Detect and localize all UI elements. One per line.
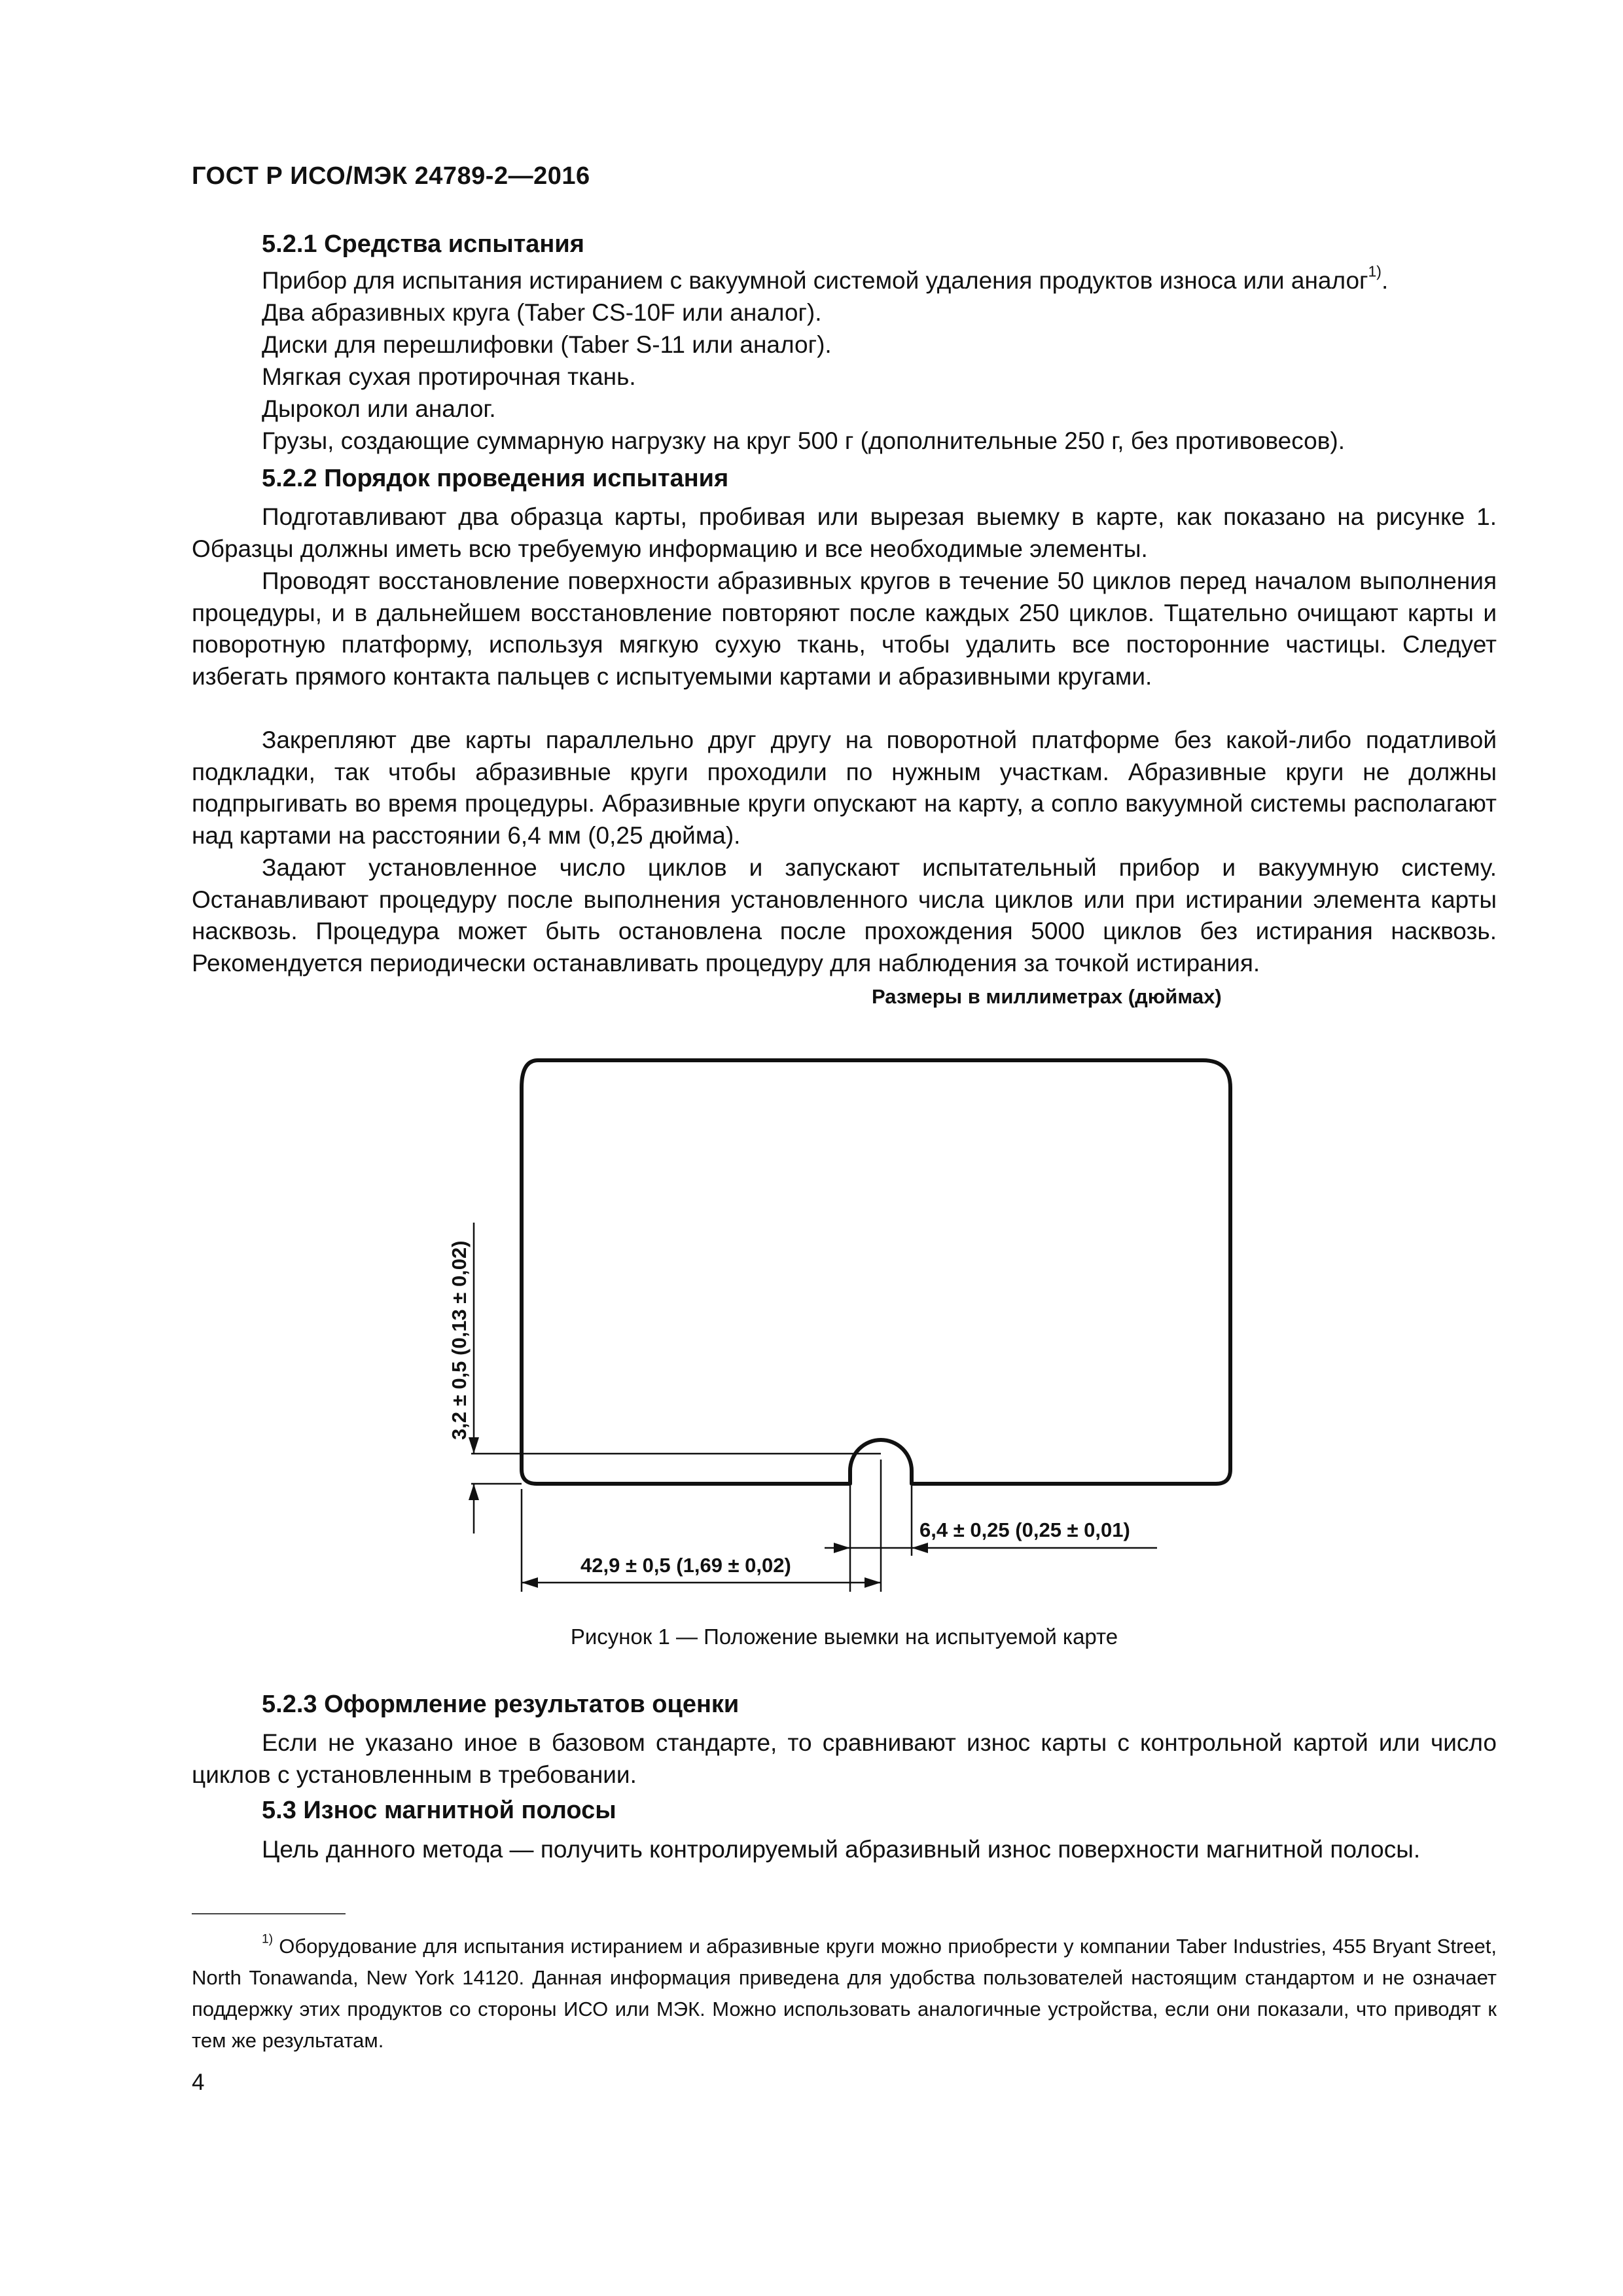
notch-width-label: 6,4 ± 0,25 (0,25 ± 0,01)	[919, 1518, 1130, 1541]
procedure-paragraph: Проводят восстановление поверхности абразивных кругов в течение 50 циклов перед началом выполнения процедуры, и в дальнейшем восстановление повторяют после каждых 250 циклов. Тщательно очищают карты и поворотную платформу, используя мягкую сухую ткань, чтобы удалить все посторонние частицы. Следует избегать прямого контакта пальцев с испытуемыми картами и абразивными кругами.	[192, 567, 1497, 690]
footnote-mark: 1)	[262, 1932, 274, 1946]
page-number: 4	[192, 2070, 205, 2095]
equipment-item: Два абразивных круга (Taber CS-10F или аналог).	[262, 299, 822, 326]
procedure-paragraph: Задают установленное число циклов и запускают испытательный прибор и вакуумную систему. Останавливают процедуру после выполнения установленного числа циклов или при истирании элемента карты насквозь. Процедура может быть остановлена после прохождения 5000 циклов без истирания насквозь. Рекомендуется периодически останавливать процедуру для наблюдения за точкой истирания.	[192, 854, 1497, 977]
section-5-2-2-heading: 5.2.2 Порядок проведения испытания	[262, 465, 729, 492]
equipment-item: Грузы, создающие суммарную нагрузку на круг 500 г (дополнительные 250 г, без противовесов).	[262, 427, 1345, 454]
equipment-item-text: Прибор для испытания истиранием с вакуумной системой удаления продуктов износа или аналог	[262, 267, 1368, 294]
magnetic-stripe-paragraph: Цель данного метода — получить контролируемый абразивный износ поверхности магнитной полосы.	[262, 1836, 1421, 1863]
equipment-item: Мягкая сухая протирочная ткань.	[262, 363, 636, 390]
equipment-item: Диски для перешлифовки (Taber S-11 или аналог).	[262, 331, 832, 358]
procedure-paragraph: Закрепляют две карты параллельно друг другу на поворотной платформе без какой-либо податливой подкладки, так чтобы абразивные круги проходили по нужным участкам. Абразивные круги не должны подпрыгивать во время процедуры. Абразивные круги опускают на карту, а сопло вакуумной системы располагают над картами на расстоянии 6,4 мм (0,25 дюйма).	[192, 726, 1497, 849]
figure-caption: Рисунок 1 — Положение выемки на испытуемой карте	[570, 1624, 1118, 1649]
procedure-paragraph: Подготавливают два образца карты, пробивая или вырезая выемку в карте, как показано на рисунке 1. Образцы должны иметь всю требуемую информацию и все необходимые элементы.	[192, 503, 1497, 562]
footnote-separator	[192, 1913, 346, 1914]
equipment-item-end: .	[1381, 267, 1389, 294]
footnote	[192, 1931, 1497, 2056]
footnote-text: Оборудование для испытания истиранием и абразивные круги можно приобрести у компании Taber Industries, 455 Bryant Street, North Tonawanda, New York 14120. Данная информация приведена для удобства пользователей настоящим стандартом и не означает поддержку этих продуктов со стороны ИСО или МЭК. Можно использовать аналогичные устройства, если они показали, что приводят к тем же результатам.	[192, 1935, 1497, 2052]
card-outline	[522, 1060, 1230, 1484]
section-5-3-heading: 5.3 Износ магнитной полосы	[262, 1797, 616, 1824]
vertical-dimension	[469, 1223, 881, 1534]
horizontal-dimension-label: 42,9 ± 0,5 (1,69 ± 0,02)	[580, 1554, 791, 1577]
section-5-2-1-heading: 5.2.1 Средства испытания	[262, 230, 584, 258]
figure-units-note: Размеры в миллиметрах (дюймах)	[872, 985, 1222, 1008]
equipment-item: Дырокол или аналог.	[262, 395, 496, 422]
results-paragraph: Если не указано иное в базовом стандарте, то сравнивают износ карты с контрольной картой или число циклов с установленным в требовании.	[192, 1729, 1497, 1788]
document-header: ГОСТ Р ИСО/МЭК 24789-2—2016	[192, 162, 590, 190]
footnote-reference: 1)	[1368, 262, 1382, 280]
vertical-dimension-label: 3,2 ± 0,5 (0,13 ± 0,02)	[448, 1240, 471, 1440]
section-5-2-3-heading: 5.2.3 Оформление результатов оценки	[262, 1691, 740, 1718]
